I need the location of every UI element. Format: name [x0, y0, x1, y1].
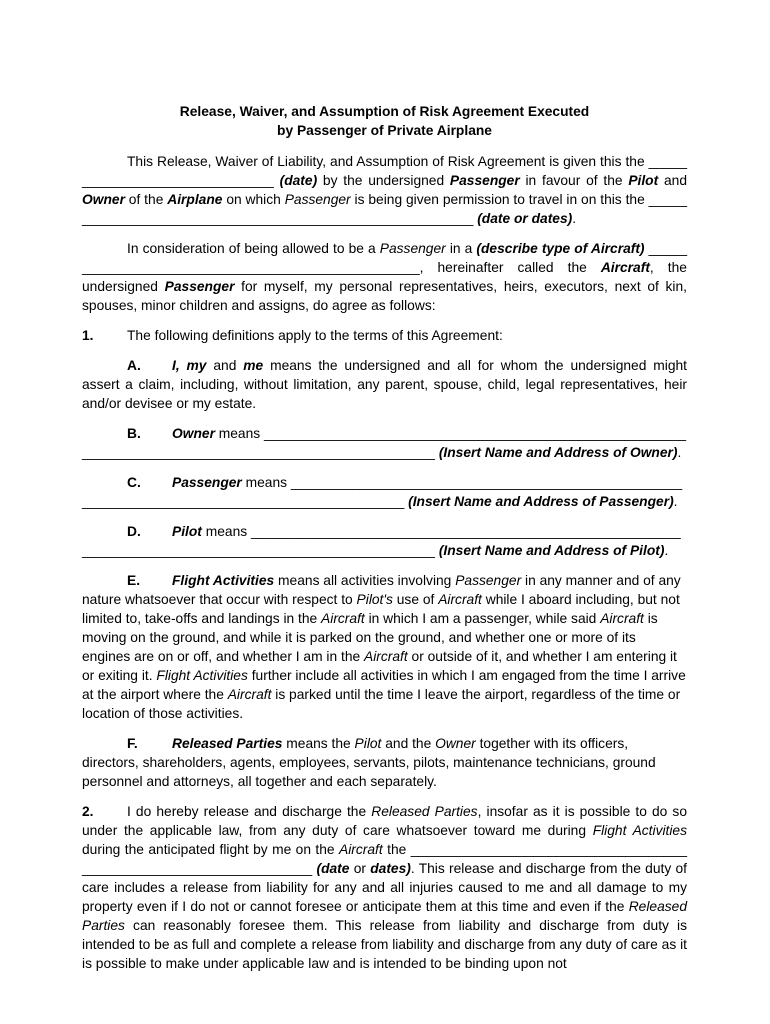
text-run: Flight Activities [592, 823, 688, 838]
text-run: I, my [172, 358, 207, 373]
text-run: This Release, Waiver of Liability, and Assumption of Risk Agreement is given this the [127, 154, 649, 169]
item-label: 1. [82, 328, 94, 343]
text-run: Aircraft [600, 260, 650, 275]
text-run: Passenger [455, 573, 522, 588]
text-run: The following definitions apply to the terms of this Agreement: [127, 328, 503, 343]
document-body [82, 152, 687, 973]
text-run: Passenger [379, 241, 446, 256]
text-run: Aircraft [227, 687, 272, 702]
text-run: . [677, 445, 682, 460]
text-run: means all activities involving [274, 573, 456, 588]
definition-c [82, 473, 687, 511]
text-run: and [658, 173, 688, 188]
text-run: Released Parties [371, 804, 478, 819]
text-run: is parked until the time I leave the airport, regardless of the time or location of those activities. [82, 687, 681, 721]
text-run: Passenger [164, 279, 235, 294]
text-run: and the [381, 736, 436, 751]
text-run: is being given permission to travel in on this the [350, 192, 649, 207]
text-run: Pilot's [356, 592, 393, 607]
text-run: Pilot [628, 173, 659, 188]
text-run: (date) [279, 173, 318, 188]
text-run: Pilot [354, 736, 382, 751]
text-run: is moving on the ground, and while it is parked on the ground, and whether one or more of its engines are on or off, and whether I am in the [82, 611, 658, 664]
text-run: means the undersigned and all for whom the undersigned might assert a claim, including, without limitation, any parent, spouse, child, legal representatives, heir and/or devisee or my estate. [82, 358, 687, 411]
text-run: on which [222, 192, 285, 207]
text-run: (Insert Name and Address of Pilot) [438, 543, 665, 558]
text-run: together with its officers, directors, shareholders, agents, employees, servants, pilots, maintenance technicians, ground personnel and attorneys, all together and each separately. [82, 736, 656, 789]
text-run: means [214, 426, 265, 441]
item-1 [82, 326, 687, 345]
text-run: use of [392, 592, 439, 607]
text-run: Aircraft [600, 611, 644, 626]
text-run: Passenger [172, 475, 242, 490]
text-run: Airplane [167, 192, 223, 207]
text-run: . [673, 494, 678, 509]
item-label: A. [127, 358, 141, 373]
text-run: for myself, my personal representatives, heirs, executors, next of kin, spouses, minor children and assigns, do agree as follows: [82, 279, 688, 313]
text-run: Passenger [284, 192, 351, 207]
document-title [82, 102, 687, 140]
opening-paragraph [82, 152, 687, 228]
item-2 [82, 802, 687, 973]
text-run: by the undersigned [317, 173, 450, 188]
text-run: Flight Activities [172, 573, 275, 588]
text-run: in a [445, 241, 477, 256]
text-run: Aircraft [321, 611, 365, 626]
definition-f [82, 734, 687, 791]
text-run: means the [282, 736, 355, 751]
text-run: of the [124, 192, 168, 207]
item-label: D. [127, 524, 141, 539]
text-run: or outside of it, and whether I am entering it or exiting it. [82, 649, 677, 683]
text-run: Aircraft [339, 842, 383, 857]
blank-field: _________________________________________________ [82, 241, 687, 275]
item-label: F. [127, 736, 138, 751]
title-line-2: by Passenger of Private Airplane [277, 123, 492, 138]
text-run: dates) [370, 861, 411, 876]
text-run: Owner [172, 426, 215, 441]
text-run: while I aboard including, but not limited to, take-offs and landings in the [82, 592, 680, 626]
text-run: in any manner and of any nature whatsoever that occur with respect to [82, 573, 681, 607]
item-label: B. [127, 426, 141, 441]
text-run: I do hereby release and discharge the [127, 804, 372, 819]
text-run: Released Parties [82, 899, 687, 933]
blank-field: _____________________________________________________________________________________________ [82, 475, 683, 509]
text-run: means [241, 475, 291, 490]
text-run: or [349, 861, 371, 876]
blank-field: __________________________________________________________________ [82, 842, 687, 876]
text-run: in favour of the [519, 173, 629, 188]
definition-a [82, 356, 687, 413]
text-run: , the undersigned [82, 260, 687, 294]
text-run: the [382, 842, 411, 857]
text-run: me [243, 358, 264, 373]
definition-e [82, 571, 687, 723]
blank-field: ______________________________________________________________________________________________________ [82, 524, 681, 558]
text-run: In consideration of being allowed to be a [127, 241, 380, 256]
text-run: Owner [82, 192, 125, 207]
item-label: E. [127, 573, 141, 588]
definition-d [82, 522, 687, 560]
text-run: Aircraft [364, 649, 408, 664]
text-run: (describe type of Aircraft) [476, 241, 645, 256]
text-run: Owner [435, 736, 476, 751]
definition-b [82, 424, 687, 462]
text-run: Pilot [172, 524, 202, 539]
text-run: , insofar as it is possible to do so under the applicable law, from any duty of care whatsoever toward me during [82, 804, 687, 838]
text-run: during the anticipated flight by me on the [82, 842, 340, 857]
text-run: . [572, 211, 577, 226]
text-run: (Insert Name and Address of Passenger) [408, 494, 674, 509]
item-label: 2. [82, 804, 94, 819]
title-line-1: Release, Waiver, and Assumption of Risk Agreement Executed [179, 104, 590, 119]
text-run: Passenger [449, 173, 520, 188]
text-run: in which I am a passenger, while said [364, 611, 601, 626]
text-run: Aircraft [438, 592, 482, 607]
blank-field: _____________________________________________________________________________________________________ [82, 426, 687, 460]
item-label: C. [127, 475, 141, 490]
text-run: and [206, 358, 244, 373]
text-run: means [201, 524, 251, 539]
text-run: Released Parties [172, 736, 283, 751]
text-run: (date [316, 861, 350, 876]
text-run: can reasonably foresee them. This release from liability and discharge from duty is intended to be as full and complete a release from liability and discharge from any duty of care as it is possible to make under applicable law and is intended to be binding upon not [82, 918, 687, 971]
text-run: (Insert Name and Address of Owner) [438, 445, 678, 460]
text-run: Flight Activities [156, 668, 248, 683]
text-run: . [664, 543, 669, 558]
text-run: , hereinafter called the [419, 260, 601, 275]
blank-field: ______________________________ [82, 154, 687, 188]
text-run: . This release and discharge from the duty of care includes a release from liability for any and all injuries caused to me and all damage to my property even if I do not or cannot foresee or anticipate them at this time and even if the [82, 861, 687, 914]
text-run: further include all activities in which I am engaged from the time I arrive at the airport where the [82, 668, 686, 702]
text-run: (date or dates) [477, 211, 573, 226]
consideration-paragraph [82, 239, 687, 315]
blank-field: ________________________________________________________ [82, 192, 688, 226]
